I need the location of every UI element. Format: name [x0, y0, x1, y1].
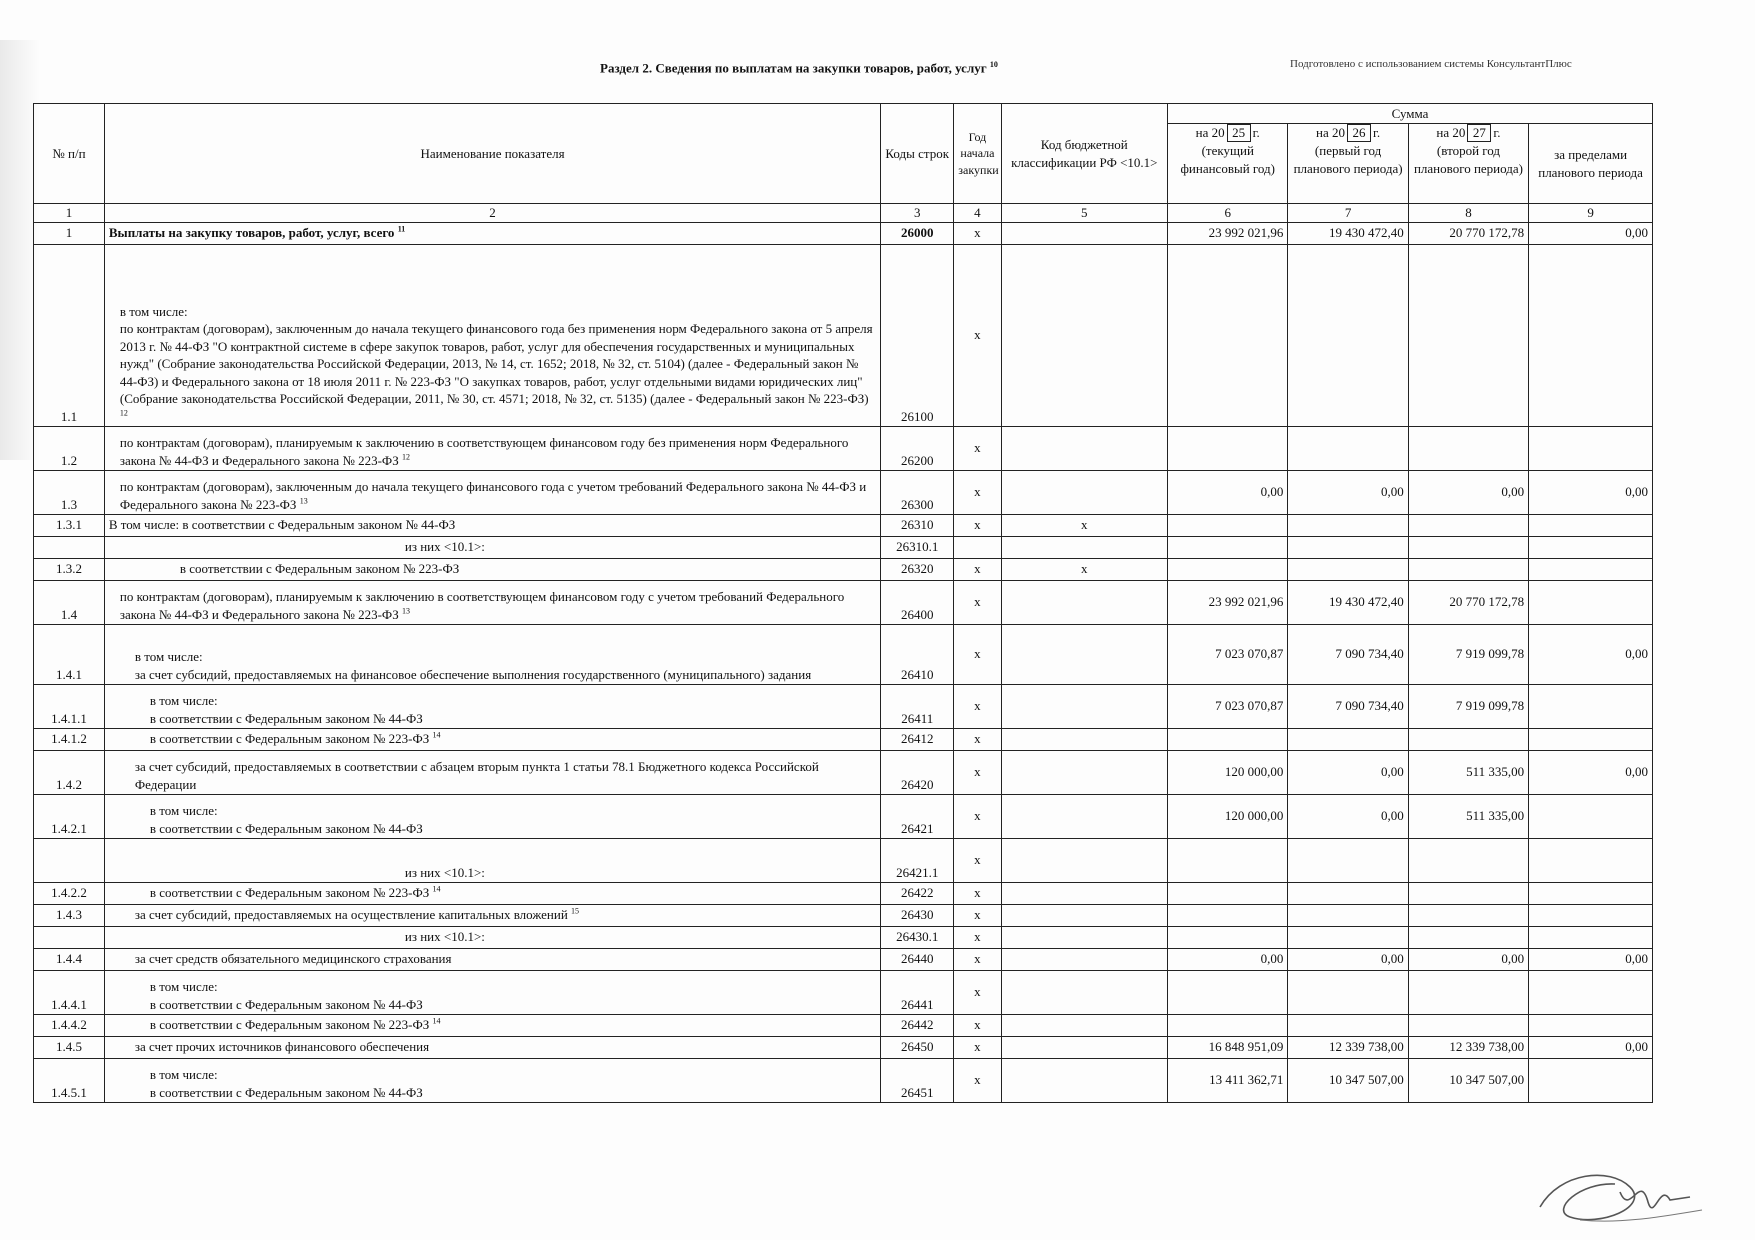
row-value-2027: [1408, 882, 1528, 904]
row-value-beyond: [1529, 1058, 1653, 1102]
consultant-note: Подготовлено с использованием системы КонсультантПлюс: [1290, 58, 1572, 70]
row-value-2027: [1408, 728, 1528, 750]
row-name: [104, 470, 880, 514]
row-code: 26412: [881, 728, 954, 750]
row-name-text: из них <10.1>:: [404, 929, 485, 945]
row-number: 1.4.2.2: [34, 882, 105, 904]
row-year-start: x: [954, 882, 1001, 904]
row-name-text: из них <10.1>:: [404, 865, 485, 880]
row-kbk: [1001, 794, 1168, 838]
row-footnote: 13: [401, 606, 410, 616]
year3-desc: (второй год планового периода): [1413, 143, 1523, 176]
row-value-2027: 20 770 172,78: [1408, 580, 1528, 624]
row-code: 26430: [881, 904, 954, 926]
row-number: 1.3.2: [34, 558, 105, 580]
row-value-2025: [1168, 926, 1288, 948]
row-name-text: по контрактам (договорам), планируемым к заключению в соответствующем финансовом году без применения норм Федерального закона № 44-ФЗ и Федерального закона № 223-ФЗ $^{12}$: [119, 435, 849, 468]
row-name: [104, 580, 880, 624]
row-code: 26450: [881, 1036, 954, 1058]
row-name: [104, 222, 880, 244]
row-kbk: [1001, 1058, 1168, 1102]
table-row: [34, 470, 1653, 514]
row-code: 26420: [881, 750, 954, 794]
row-value-2025: [1168, 536, 1288, 558]
row-value-beyond: [1529, 838, 1653, 882]
row-code: 26411: [881, 684, 954, 728]
col-year3-header: [1408, 124, 1528, 204]
col-num-header: № п/п: [34, 104, 105, 204]
row-code: 26300: [881, 470, 954, 514]
row-name-prefix: в том числе:: [149, 979, 218, 995]
row-year-start: x: [954, 580, 1001, 624]
row-kbk: x: [1001, 514, 1168, 536]
row-name-text: за счет субсидий, предоставляемых в соответствии с абзацем вторым пункта 1 статьи 78.1 Бюджетного кодекса Российской Федерации: [134, 759, 819, 792]
row-value-2026: [1288, 904, 1408, 926]
row-number: 1.2: [34, 426, 105, 470]
row-number: 1.4.2: [34, 750, 105, 794]
row-name-text: в соответствии с Федеральным законом № 44-ФЗ: [149, 821, 423, 836]
row-value-2025: [1168, 838, 1288, 882]
table-row: [34, 244, 1653, 426]
row-kbk: [1001, 1014, 1168, 1036]
row-year-start: x: [954, 514, 1001, 536]
col-sum-header: Сумма: [1168, 104, 1653, 124]
row-year-start: x: [954, 794, 1001, 838]
row-kbk: [1001, 1036, 1168, 1058]
row-value-beyond: 0,00: [1529, 750, 1653, 794]
row-name-text: в соответствии с Федеральным законом № 223-ФЗ $^{14}$: [149, 730, 441, 747]
row-value-beyond: [1529, 558, 1653, 580]
row-value-2027: 12 339 738,00: [1408, 1036, 1528, 1058]
row-value-2026: [1288, 728, 1408, 750]
row-value-2025: 0,00: [1168, 470, 1288, 514]
col-year1-header: [1168, 124, 1288, 204]
row-number: 1.4.4: [34, 948, 105, 970]
row-year-start: x: [954, 624, 1001, 684]
row-code: 26421.1: [881, 838, 954, 882]
row-year-start: x: [954, 1058, 1001, 1102]
row-name: [104, 728, 880, 750]
row-year-start: x: [954, 558, 1001, 580]
row-year-start: x: [954, 904, 1001, 926]
row-name-text: В том числе: в соответствии с Федеральным законом № 44-ФЗ: [108, 517, 456, 533]
row-value-2027: [1408, 904, 1528, 926]
row-value-2027: 511 335,00: [1408, 794, 1528, 838]
row-number: 1: [34, 222, 105, 244]
row-name-text: за счет прочих источников финансового обеспечения: [134, 1039, 430, 1055]
row-year-start: x: [954, 426, 1001, 470]
row-name: [104, 684, 880, 728]
row-code: 26422: [881, 882, 954, 904]
col-year-start-header: Год начала закупки: [954, 104, 1001, 204]
row-kbk: [1001, 580, 1168, 624]
row-value-beyond: 0,00: [1529, 222, 1653, 244]
row-kbk: [1001, 470, 1168, 514]
row-kbk: [1001, 244, 1168, 426]
row-value-2026: 7 090 734,40: [1288, 624, 1408, 684]
row-code: 26310.1: [881, 536, 954, 558]
table-row: [34, 970, 1653, 1014]
row-value-2027: 10 347 507,00: [1408, 1058, 1528, 1102]
row-value-beyond: [1529, 514, 1653, 536]
row-value-beyond: [1529, 794, 1653, 838]
col-beyond-header: за пределами планового периода: [1529, 124, 1653, 204]
row-kbk: [1001, 222, 1168, 244]
row-value-2026: [1288, 882, 1408, 904]
row-value-2026: 10 347 507,00: [1288, 1058, 1408, 1102]
row-year-start: x: [954, 684, 1001, 728]
row-name-text: в соответствии с Федеральным законом № 44-ФЗ: [149, 1085, 423, 1100]
year1-suffix: г.: [1252, 125, 1260, 140]
row-number: 1.1: [34, 244, 105, 426]
row-name-text: Выплаты на закупку товаров, работ, услуг, всего $^{11}$: [108, 224, 406, 241]
row-number: 1.4.3: [34, 904, 105, 926]
row-name: [104, 536, 880, 558]
row-value-2027: 0,00: [1408, 470, 1528, 514]
row-value-beyond: [1529, 1014, 1653, 1036]
year3-prefix: на 20: [1436, 125, 1466, 140]
row-value-2026: [1288, 558, 1408, 580]
row-number: 1.4.5: [34, 1036, 105, 1058]
year1-prefix: на 20: [1195, 125, 1225, 140]
row-code: 26421: [881, 794, 954, 838]
row-name: [104, 882, 880, 904]
row-value-beyond: 0,00: [1529, 470, 1653, 514]
row-name: [104, 948, 880, 970]
row-code: 26441: [881, 970, 954, 1014]
row-value-2027: [1408, 514, 1528, 536]
year2-desc: (первый год планового периода): [1293, 143, 1403, 176]
row-name: [104, 794, 880, 838]
row-year-start: x: [954, 222, 1001, 244]
row-kbk: [1001, 684, 1168, 728]
row-name: [104, 558, 880, 580]
col-kbk-header: Код бюджетной классификации РФ <10.1>: [1001, 104, 1168, 204]
row-value-2026: [1288, 426, 1408, 470]
row-value-2026: 19 430 472,40: [1288, 222, 1408, 244]
row-value-2026: [1288, 838, 1408, 882]
row-name: [104, 244, 880, 426]
year3-value: 27: [1467, 124, 1491, 142]
row-value-2025: [1168, 728, 1288, 750]
table-row: [34, 1014, 1653, 1036]
col-name-header: Наименование показателя: [104, 104, 880, 204]
row-name: [104, 926, 880, 948]
year3-suffix: г.: [1493, 125, 1501, 140]
table-row: [34, 904, 1653, 926]
col-index: 1: [34, 204, 105, 223]
row-value-2027: [1408, 1014, 1528, 1036]
row-value-2026: 0,00: [1288, 794, 1408, 838]
row-value-2025: 0,00: [1168, 948, 1288, 970]
row-number: [34, 536, 105, 558]
row-name-prefix: в том числе:: [119, 303, 188, 319]
row-value-2025: [1168, 882, 1288, 904]
row-year-start: x: [954, 838, 1001, 882]
table-row: [34, 580, 1653, 624]
table-row: [34, 882, 1653, 904]
row-number: 1.3: [34, 470, 105, 514]
row-value-2027: [1408, 926, 1528, 948]
row-name: [104, 904, 880, 926]
row-value-2025: [1168, 1014, 1288, 1036]
row-value-2025: [1168, 970, 1288, 1014]
row-year-start: x: [954, 750, 1001, 794]
row-code: 26442: [881, 1014, 954, 1036]
row-value-2027: [1408, 970, 1528, 1014]
row-name-text: за счет субсидий, предоставляемых на финансовое обеспечение выполнения государственного (муниципального) задания: [134, 667, 812, 682]
handwritten-signature: [1520, 1162, 1710, 1232]
table-row: [34, 624, 1653, 684]
year2-value: 26: [1347, 124, 1371, 142]
table-row: [34, 536, 1653, 558]
row-year-start: [954, 536, 1001, 558]
row-number: 1.4.4.2: [34, 1014, 105, 1036]
section-title: [600, 60, 998, 76]
row-code: 26310: [881, 514, 954, 536]
year1-value: 25: [1227, 124, 1251, 142]
row-name: [104, 1036, 880, 1058]
row-value-beyond: [1529, 244, 1653, 426]
section-title-footnote: 10: [989, 60, 998, 69]
row-kbk: [1001, 750, 1168, 794]
row-number: 1.4.5.1: [34, 1058, 105, 1102]
row-name: [104, 514, 880, 536]
row-name-text: по контрактам (договорам), заключенным до начала текущего финансового года с учетом требований Федерального закона № 44-ФЗ и Федерального закона № 223-ФЗ $^{13}$: [119, 479, 867, 512]
row-value-2026: 19 430 472,40: [1288, 580, 1408, 624]
row-value-2027: [1408, 536, 1528, 558]
table-row: [34, 222, 1653, 244]
table-row: [34, 838, 1653, 882]
row-name-prefix: в том числе:: [134, 649, 203, 665]
col-index: 8: [1408, 204, 1528, 223]
table-row: [34, 684, 1653, 728]
row-value-2027: 511 335,00: [1408, 750, 1528, 794]
year1-desc: (текущий финансовый год): [1180, 143, 1275, 176]
row-code: 26451: [881, 1058, 954, 1102]
row-code: 26410: [881, 624, 954, 684]
row-code: 26320: [881, 558, 954, 580]
row-kbk: [1001, 728, 1168, 750]
row-year-start: x: [954, 1036, 1001, 1058]
row-number: [34, 838, 105, 882]
row-name-text: в соответствии с Федеральным законом № 223-ФЗ $^{14}$: [149, 884, 441, 901]
row-year-start: x: [954, 244, 1001, 426]
row-value-beyond: [1529, 904, 1653, 926]
row-name-prefix: в том числе:: [149, 1067, 218, 1083]
row-kbk: [1001, 882, 1168, 904]
row-value-2025: 16 848 951,09: [1168, 1036, 1288, 1058]
table-body: [34, 222, 1653, 1102]
row-name-text: из них <10.1>:: [404, 539, 485, 555]
row-name-text: за счет средств обязательного медицинского страхования: [134, 951, 452, 967]
row-year-start: x: [954, 970, 1001, 1014]
row-value-2026: [1288, 1014, 1408, 1036]
row-value-2026: [1288, 926, 1408, 948]
row-value-2025: 13 411 362,71: [1168, 1058, 1288, 1102]
row-value-2025: 120 000,00: [1168, 794, 1288, 838]
row-name: [104, 426, 880, 470]
row-name-text: по контрактам (договорам), планируемым к заключению в соответствующем финансовом году с учетом требований Федерального закона № 44-ФЗ и Федерального закона № 223-ФЗ $^{13}$: [119, 589, 845, 622]
year2-prefix: на 20: [1316, 125, 1346, 140]
row-kbk: x: [1001, 558, 1168, 580]
table-row: [34, 558, 1653, 580]
row-kbk: [1001, 426, 1168, 470]
row-value-2025: 7 023 070,87: [1168, 684, 1288, 728]
row-kbk: [1001, 926, 1168, 948]
row-name-prefix: в том числе:: [149, 803, 218, 819]
row-number: 1.4: [34, 580, 105, 624]
row-code: 26200: [881, 426, 954, 470]
row-value-2026: 0,00: [1288, 948, 1408, 970]
row-value-2026: 12 339 738,00: [1288, 1036, 1408, 1058]
row-kbk: [1001, 838, 1168, 882]
col-index: 5: [1001, 204, 1168, 223]
row-name: [104, 1058, 880, 1102]
row-number: 1.4.1: [34, 624, 105, 684]
row-year-start: x: [954, 948, 1001, 970]
row-value-2025: [1168, 244, 1288, 426]
row-value-2025: [1168, 514, 1288, 536]
col-index: 9: [1529, 204, 1653, 223]
row-value-2025: 23 992 021,96: [1168, 580, 1288, 624]
row-value-beyond: [1529, 882, 1653, 904]
row-name-text: в соответствии с Федеральным законом № 223-ФЗ: [179, 561, 460, 577]
row-name: [104, 970, 880, 1014]
row-footnote: 14: [432, 884, 441, 894]
table-row: [34, 728, 1653, 750]
row-value-beyond: [1529, 684, 1653, 728]
row-name-prefix: в том числе:: [149, 693, 218, 709]
row-name-text: за счет субсидий, предоставляемых на осуществление капитальных вложений $^{15}$: [134, 906, 580, 923]
col-index: 7: [1288, 204, 1408, 223]
row-code: 26000: [881, 222, 954, 244]
row-value-2027: [1408, 244, 1528, 426]
row-kbk: [1001, 948, 1168, 970]
row-code: 26100: [881, 244, 954, 426]
col-index: 6: [1168, 204, 1288, 223]
row-number: 1.4.2.1: [34, 794, 105, 838]
row-number: [34, 926, 105, 948]
table-row: [34, 794, 1653, 838]
col-index: 3: [881, 204, 954, 223]
row-value-beyond: 0,00: [1529, 624, 1653, 684]
row-name: [104, 750, 880, 794]
row-name: [104, 838, 880, 882]
row-value-beyond: 0,00: [1529, 948, 1653, 970]
row-value-2026: [1288, 970, 1408, 1014]
row-value-2027: 20 770 172,78: [1408, 222, 1528, 244]
table-row: [34, 1058, 1653, 1102]
row-footnote: 12: [401, 452, 410, 462]
row-year-start: x: [954, 1014, 1001, 1036]
row-value-2025: [1168, 426, 1288, 470]
row-footnote: 14: [432, 1016, 441, 1026]
row-name-text: по контрактам (договорам), заключенным до начала текущего финансового года без применения норм Федерального закона от 5 апреля 2013 г. № 44-ФЗ "О контрактной системе в сфере закупок товаров, работ, услуг для обеспечения государственных и муниципальных нужд" (Собрание законодательства Российской Федерации, 2013, № 14, ст. 1652; 2018, № 32, ст. 5104) (далее - Федеральный закон № 44-ФЗ) и Федерального закона от 18 июля 2011 г. № 223-ФЗ "О закупках товаров, работ, услуг отдельными видами юридических лиц" (Собрание законодательства Российской Федерации, 2011, № 30, ст. 4571; 2018, № 32, ст. 5135) (далее - Федеральный закон № 223-ФЗ) $^{12}$: [119, 321, 873, 418]
row-value-2027: 7 919 099,78: [1408, 624, 1528, 684]
row-value-2025: 120 000,00: [1168, 750, 1288, 794]
row-year-start: x: [954, 926, 1001, 948]
table-row: [34, 948, 1653, 970]
row-number: 1.4.4.1: [34, 970, 105, 1014]
row-value-2025: 7 023 070,87: [1168, 624, 1288, 684]
table-row: [34, 426, 1653, 470]
row-value-beyond: [1529, 536, 1653, 558]
row-footnote: 15: [571, 906, 580, 916]
row-value-2027: 7 919 099,78: [1408, 684, 1528, 728]
col-index: 4: [954, 204, 1001, 223]
row-value-2027: [1408, 838, 1528, 882]
row-number: 1.3.1: [34, 514, 105, 536]
row-value-2025: [1168, 904, 1288, 926]
table-row: [34, 750, 1653, 794]
row-name: [104, 1014, 880, 1036]
row-number: 1.4.1.1: [34, 684, 105, 728]
row-value-beyond: [1529, 426, 1653, 470]
row-name: [104, 624, 880, 684]
col-year2-header: [1288, 124, 1408, 204]
row-value-2026: 7 090 734,40: [1288, 684, 1408, 728]
row-value-2027: [1408, 426, 1528, 470]
row-value-2027: [1408, 558, 1528, 580]
payments-table: [33, 103, 1653, 1103]
row-year-start: x: [954, 470, 1001, 514]
row-name-text: в соответствии с Федеральным законом № 44-ФЗ: [149, 997, 423, 1012]
row-code: 26440: [881, 948, 954, 970]
row-value-2026: [1288, 536, 1408, 558]
col-index: 2: [104, 204, 880, 223]
row-value-beyond: [1529, 970, 1653, 1014]
row-footnote: 14: [432, 730, 441, 740]
row-kbk: [1001, 904, 1168, 926]
row-value-beyond: 0,00: [1529, 1036, 1653, 1058]
row-value-beyond: [1529, 728, 1653, 750]
row-name-text: в соответствии с Федеральным законом № 44-ФЗ: [149, 711, 423, 726]
row-value-2026: 0,00: [1288, 750, 1408, 794]
row-code: 26430.1: [881, 926, 954, 948]
row-footnote: 13: [299, 496, 308, 506]
row-name-text: в соответствии с Федеральным законом № 223-ФЗ $^{14}$: [149, 1016, 441, 1033]
row-kbk: [1001, 624, 1168, 684]
section-title-text: Раздел 2. Сведения по выплатам на закупки товаров, работ, услуг: [600, 60, 987, 76]
row-number: 1.4.1.2: [34, 728, 105, 750]
row-value-beyond: [1529, 926, 1653, 948]
row-kbk: [1001, 970, 1168, 1014]
row-value-2026: [1288, 514, 1408, 536]
table-row: [34, 514, 1653, 536]
row-code: 26400: [881, 580, 954, 624]
row-value-2027: 0,00: [1408, 948, 1528, 970]
row-footnote: 12: [119, 408, 128, 418]
row-value-2026: [1288, 244, 1408, 426]
row-value-2025: [1168, 558, 1288, 580]
row-value-beyond: [1529, 580, 1653, 624]
col-codes-header: Коды строк: [881, 104, 954, 204]
table-row: [34, 926, 1653, 948]
row-value-2026: 0,00: [1288, 470, 1408, 514]
row-year-start: x: [954, 728, 1001, 750]
table-row: [34, 1036, 1653, 1058]
year2-suffix: г.: [1373, 125, 1381, 140]
row-value-2025: 23 992 021,96: [1168, 222, 1288, 244]
row-footnote: 11: [397, 224, 406, 234]
row-kbk: [1001, 536, 1168, 558]
